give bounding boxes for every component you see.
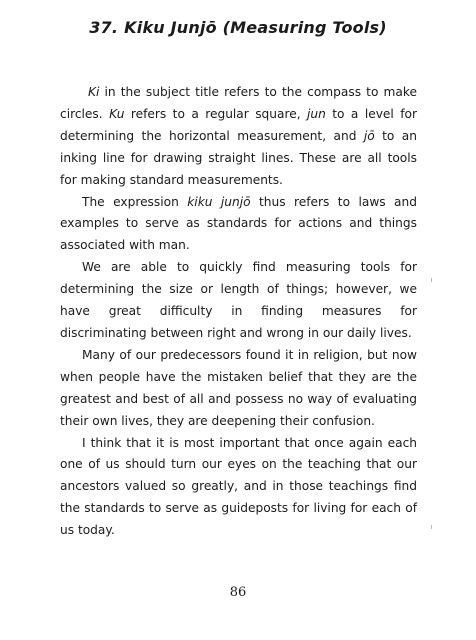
italic-term: jō <box>363 128 375 143</box>
italic-term: jun <box>307 106 326 121</box>
text-run: in the subject title refers to the compass to make circles. <box>60 85 417 121</box>
scan-speck <box>431 525 432 529</box>
text-run: I think that it is most important that once again each one of us should turn our eyes on the teaching that our ancestors valued so greatly, and in those teachings find the standards to serve as guideposts for living for each of us today. <box>60 435 417 538</box>
chapter-title-text: Kiku Junjō (Measuring Tools) <box>124 18 387 37</box>
chapter-number: 37. <box>89 18 119 37</box>
paragraph <box>60 345 417 433</box>
text-run: We are able to quickly find measuring tools for determining the size or length of things; however, we have great difficulty in finding measures for discriminating between right and wrong in our daily lives. <box>60 260 417 340</box>
page-number: 86 <box>229 585 247 600</box>
text-run: Many of our predecessors found it in religion, but now when people have the mistaken belief that they are the greatest and best of all and possess no way of evaluating their own lives, they are deepening their confusion. <box>60 347 417 428</box>
italic-term: kiku junjō <box>187 194 251 209</box>
text-run: thus refers to laws and examples to serve as standards for actions and things associated with man. <box>60 194 417 253</box>
italic-term: Ku <box>109 106 125 121</box>
paragraph <box>60 257 417 345</box>
paragraph <box>60 433 417 543</box>
text-run: to an inking line for drawing straight lines. These are all tools for making standard measurements. <box>60 128 417 187</box>
text-run: refers to a regular square, <box>124 106 308 121</box>
paragraph <box>60 82 417 192</box>
text-run: The expression <box>82 194 188 209</box>
scan-speck <box>431 278 432 282</box>
italic-term: Ki <box>88 85 100 99</box>
chapter-title <box>0 18 476 37</box>
body-text <box>60 82 417 542</box>
paragraph <box>60 192 417 258</box>
text-run: to a level for determining the horizontal measurement, and <box>60 106 417 143</box>
